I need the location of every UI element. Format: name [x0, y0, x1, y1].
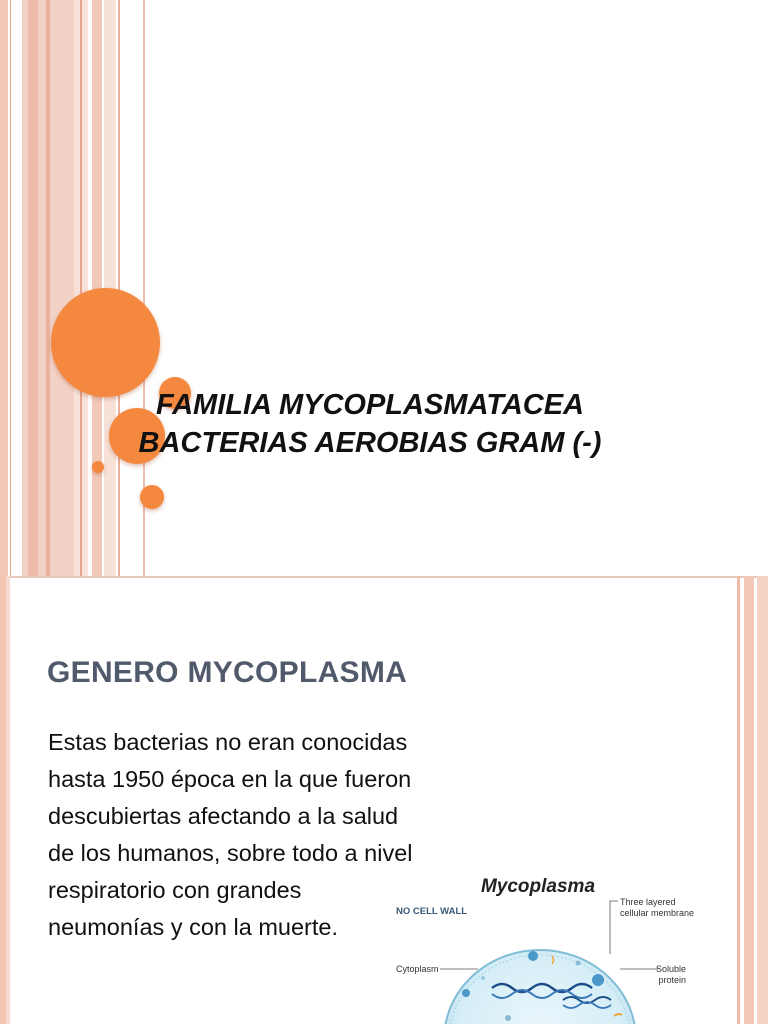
left-edge-stripe-2: [6, 576, 10, 1024]
right-edge-stripe-3: [757, 576, 768, 1024]
slide-title-text: [90, 386, 650, 462]
slide-content: [0, 576, 768, 1024]
mycoplasma-diagram: [388, 868, 724, 1024]
label-soluble-2: protein: [658, 975, 686, 985]
label-no-cell-wall: NO CELL WALL: [396, 906, 468, 917]
title-line-2: BACTERIAS AEROBIAS GRAM (-): [138, 427, 602, 459]
label-soluble-1: Soluble: [655, 964, 686, 974]
title-line-1: FAMILIA MYCOPLASMATACEA: [156, 389, 584, 421]
small-orange-circle-2: [140, 485, 164, 509]
body-line: descubiertas afectando a la salud: [48, 803, 399, 829]
label-membrane-2: cellular membrane: [620, 908, 695, 918]
large-orange-circle: [51, 288, 160, 397]
right-edge-stripe-2: [744, 576, 754, 1024]
section-heading: GENERO MYCOPLASMA: [47, 656, 408, 689]
body-line: hasta 1950 época en la que fueron: [48, 766, 412, 792]
diagram-title: Mycoplasma: [480, 876, 596, 897]
label-cytoplasm: Cytoplasm: [396, 964, 439, 974]
body-line: respiratorio con grandes: [48, 877, 302, 903]
decorative-stripes: [0, 0, 150, 576]
body-line: neumonías y con la muerte.: [48, 914, 338, 940]
label-membrane-1: Three layered: [620, 897, 676, 907]
tiny-orange-circle: [92, 461, 104, 473]
body-line: de los humanos, sobre todo a nivel: [48, 840, 413, 866]
right-edge-stripe: [737, 576, 740, 1024]
mycoplasma-cell-icon: [444, 950, 636, 1024]
body-line: Estas bacterias no eran conocidas: [48, 729, 408, 755]
slide-divider: [0, 576, 768, 578]
